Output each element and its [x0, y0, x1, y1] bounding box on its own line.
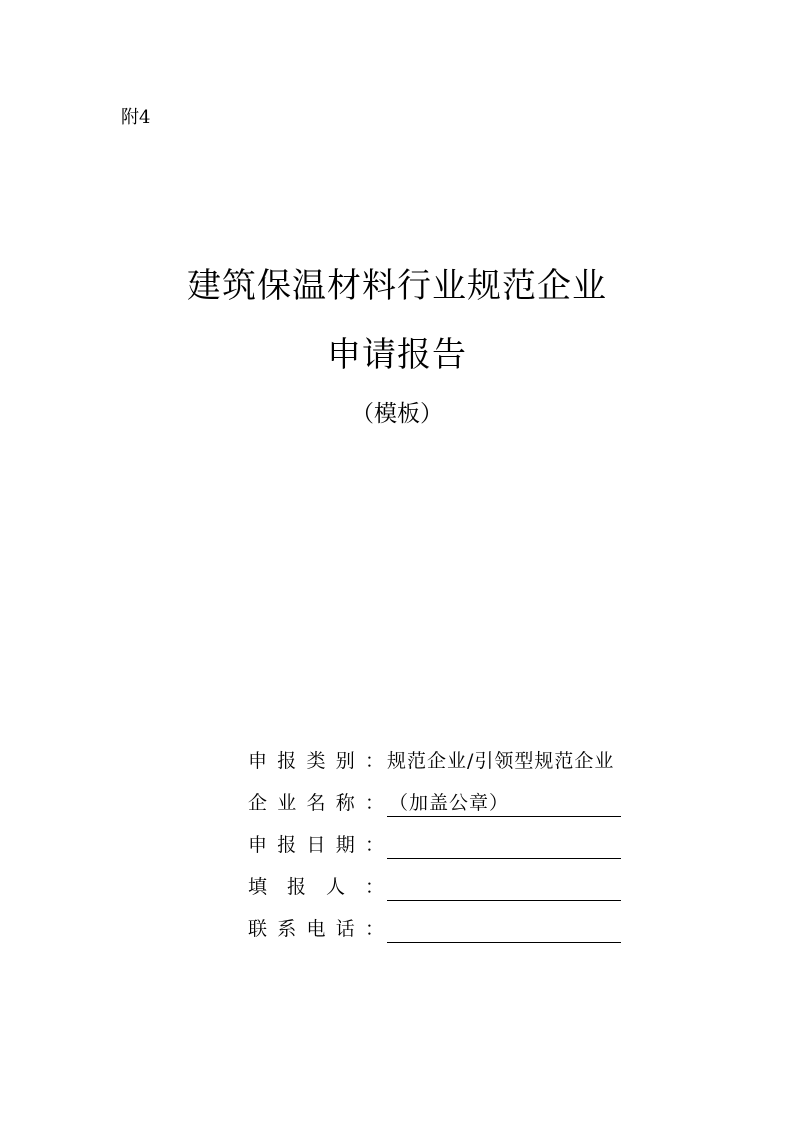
form-row-application-date [248, 830, 638, 872]
field-label-application-category: 申 报 类 别 ： [248, 750, 384, 772]
document-subtitle: （模板） [351, 401, 443, 427]
field-value-contact-phone[interactable] [387, 914, 621, 943]
attachment-label: 附4 [121, 107, 151, 128]
field-label-reporter: 填 报 人 ： [248, 876, 384, 898]
company-seal-note: （加盖公章） [389, 792, 510, 814]
field-value-company-name[interactable] [387, 788, 621, 817]
field-value-reporter[interactable] [387, 872, 621, 901]
form-row-reporter [248, 872, 638, 914]
document-title-line-2: 申请报告 [327, 335, 467, 375]
form-row-contact-phone [248, 914, 638, 956]
field-value-application-category: 规范企业/引领型规范企业 [387, 750, 615, 772]
field-value-application-date[interactable] [387, 830, 621, 859]
field-label-company-name: 企 业 名 称 ： [248, 792, 384, 814]
document-title-line-1: 建筑保温材料行业规范企业 [187, 266, 607, 306]
form-row-application-category [248, 746, 638, 788]
form-row-company-name [248, 788, 638, 830]
field-label-contact-phone: 联 系 电 话 ： [248, 918, 384, 940]
field-label-application-date: 申 报 日 期 ： [248, 834, 384, 856]
cover-form [248, 746, 638, 956]
